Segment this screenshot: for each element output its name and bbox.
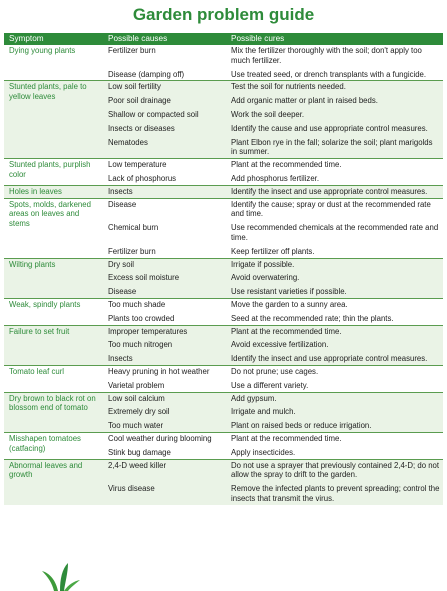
cure-cell: Add gypsum. xyxy=(226,392,443,403)
symptom-cell: Wilting plants xyxy=(4,258,103,298)
plant-leaves-icon xyxy=(38,561,82,591)
cause-cell: Fertilizer burn xyxy=(108,246,156,256)
table-row xyxy=(4,258,443,269)
cure-cell: Plant Elbon rye in the fall; solarize the soil; plant marigolds in summer. xyxy=(226,134,443,159)
cure-cell: Identify the cause; spray or dust at the recommended rate and time. xyxy=(226,198,443,219)
cause-cell: Cool weather during blooming xyxy=(103,432,226,443)
cause-cell: Plants too crowded xyxy=(108,313,175,323)
symptom-cell: Tomato leaf curl xyxy=(4,365,103,392)
symptom-cell: Failure to set fruit xyxy=(4,325,103,365)
cure-cell: Test the soil for nutrients needed. xyxy=(226,81,443,92)
cause-cell: Insects xyxy=(103,185,226,198)
cure-cell: Use a different variety. xyxy=(231,380,309,390)
table-row xyxy=(4,198,443,219)
symptom-cell: Weak, spindly plants xyxy=(4,298,103,325)
cause-cell: Too much shade xyxy=(103,298,226,309)
cause-cell: Virus disease xyxy=(103,480,226,505)
cure-cell: Plant on raised beds or reduce irrigation. xyxy=(226,417,443,432)
cause-cell: Insects xyxy=(103,350,226,365)
cause-cell: Excess soil moisture xyxy=(103,269,226,283)
cure-cell: Use resistant varieties if possible. xyxy=(226,283,443,298)
cause-cell: Varietal problem xyxy=(108,380,165,390)
table-row xyxy=(4,459,443,480)
table-row xyxy=(4,45,443,66)
table-row xyxy=(4,365,443,376)
cause-cell: Stink bug damage xyxy=(108,447,171,457)
cause-cell: Extremely dry soil xyxy=(103,403,226,417)
symptom-cell: Misshapen tomatoes (catfacing) xyxy=(4,432,103,459)
cause-cell: Poor soil drainage xyxy=(103,92,226,106)
header-possible-causes: Possible causes xyxy=(103,33,226,45)
cause-cell: Chemical burn xyxy=(108,223,159,233)
cure-cell: Seed at the recommended rate; thin the plants. xyxy=(231,313,394,323)
symptom-cell: Dying young plants xyxy=(9,46,76,55)
cure-cell: Plant at the recommended time. xyxy=(226,159,443,170)
symptom-cell: Spots, molds, darkened areas on leaves and stems xyxy=(4,198,103,258)
cure-cell: Use recommended chemicals at the recommended rate and time. xyxy=(231,223,439,242)
symptom-cell: Abnormal leaves and growth xyxy=(4,459,103,505)
symptom-cell: Stunted plants, pale to yellow leaves xyxy=(4,81,103,159)
cause-cell: Dry soil xyxy=(103,258,226,269)
header-symptom: Symptom xyxy=(4,33,103,45)
cure-cell: Irrigate and mulch. xyxy=(226,403,443,417)
cause-cell: Too much water xyxy=(103,417,226,432)
cure-cell: Remove the infected plants to prevent spreading; control the insects that transmit the virus. xyxy=(226,480,443,505)
cure-cell: Plant at the recommended time. xyxy=(226,325,443,336)
cure-cell: Identify the cause and use appropriate control measures. xyxy=(226,120,443,134)
cause-cell: Low temperature xyxy=(103,159,226,170)
cure-cell: Work the soil deeper. xyxy=(226,106,443,120)
table-row xyxy=(4,81,443,92)
cause-cell: 2,4-D weed killer xyxy=(103,459,226,480)
cure-cell: Add organic matter or plant in raised beds. xyxy=(226,92,443,106)
cure-cell: Avoid overwatering. xyxy=(226,269,443,283)
cause-cell: Low soil calcium xyxy=(103,392,226,403)
cause-cell: Shallow or compacted soil xyxy=(103,106,226,120)
cure-cell: Keep fertilizer off plants. xyxy=(231,246,315,256)
cause-cell: Low soil fertility xyxy=(103,81,226,92)
table-row xyxy=(4,159,443,170)
cause-cell: Insects or diseases xyxy=(103,120,226,134)
table-row xyxy=(4,185,443,198)
page-title: Garden problem guide xyxy=(132,5,315,24)
table-row xyxy=(4,298,443,309)
cause-cell: Heavy pruning in hot weather xyxy=(103,365,226,376)
cause-cell: Disease xyxy=(103,198,226,219)
table-row xyxy=(4,392,443,403)
cause-cell: Disease xyxy=(103,283,226,298)
table-row xyxy=(4,432,443,443)
header-possible-cures: Possible cures xyxy=(226,33,443,45)
cure-cell: Do not use a sprayer that previously contained 2,4-D; do not allow the spray to drift to the garden. xyxy=(226,459,443,480)
symptom-cell: Holes in leaves xyxy=(4,185,103,198)
cure-cell: Apply insecticides. xyxy=(231,447,296,457)
cause-cell: Disease (damping off) xyxy=(108,69,185,79)
cure-cell: Identify the insect and use appropriate control measures. xyxy=(226,185,443,198)
table-header-row xyxy=(4,33,443,45)
cause-cell: Fertilizer burn xyxy=(108,46,156,55)
cure-cell: Add phosphorus fertilizer. xyxy=(231,173,319,183)
cure-cell: Avoid excessive fertilization. xyxy=(226,336,443,350)
cause-cell: Improper temperatures xyxy=(103,325,226,336)
symptom-cell: Dry brown to black rot on blossom end of tomato xyxy=(4,392,103,432)
garden-problem-table xyxy=(4,33,443,505)
cure-cell: Mix the fertilizer thoroughly with the soil; don't apply too much fertilizer. xyxy=(231,46,422,65)
cure-cell: Use treated seed, or drench transplants with a fungicide. xyxy=(231,69,427,79)
cure-cell: Do not prune; use cages. xyxy=(226,365,443,376)
cure-cell: Move the garden to a sunny area. xyxy=(226,298,443,309)
symptom-cell: Stunted plants, purplish color xyxy=(4,159,103,186)
cure-cell: Irrigate if possible. xyxy=(226,258,443,269)
cause-cell: Too much nitrogen xyxy=(103,336,226,350)
table-body xyxy=(4,45,443,505)
cause-cell: Nematodes xyxy=(103,134,226,159)
cure-cell: Plant at the recommended time. xyxy=(226,432,443,443)
cure-cell: Identify the insect and use appropriate control measures. xyxy=(226,350,443,365)
table-row xyxy=(4,325,443,336)
cause-cell: Lack of phosphorus xyxy=(108,173,177,183)
